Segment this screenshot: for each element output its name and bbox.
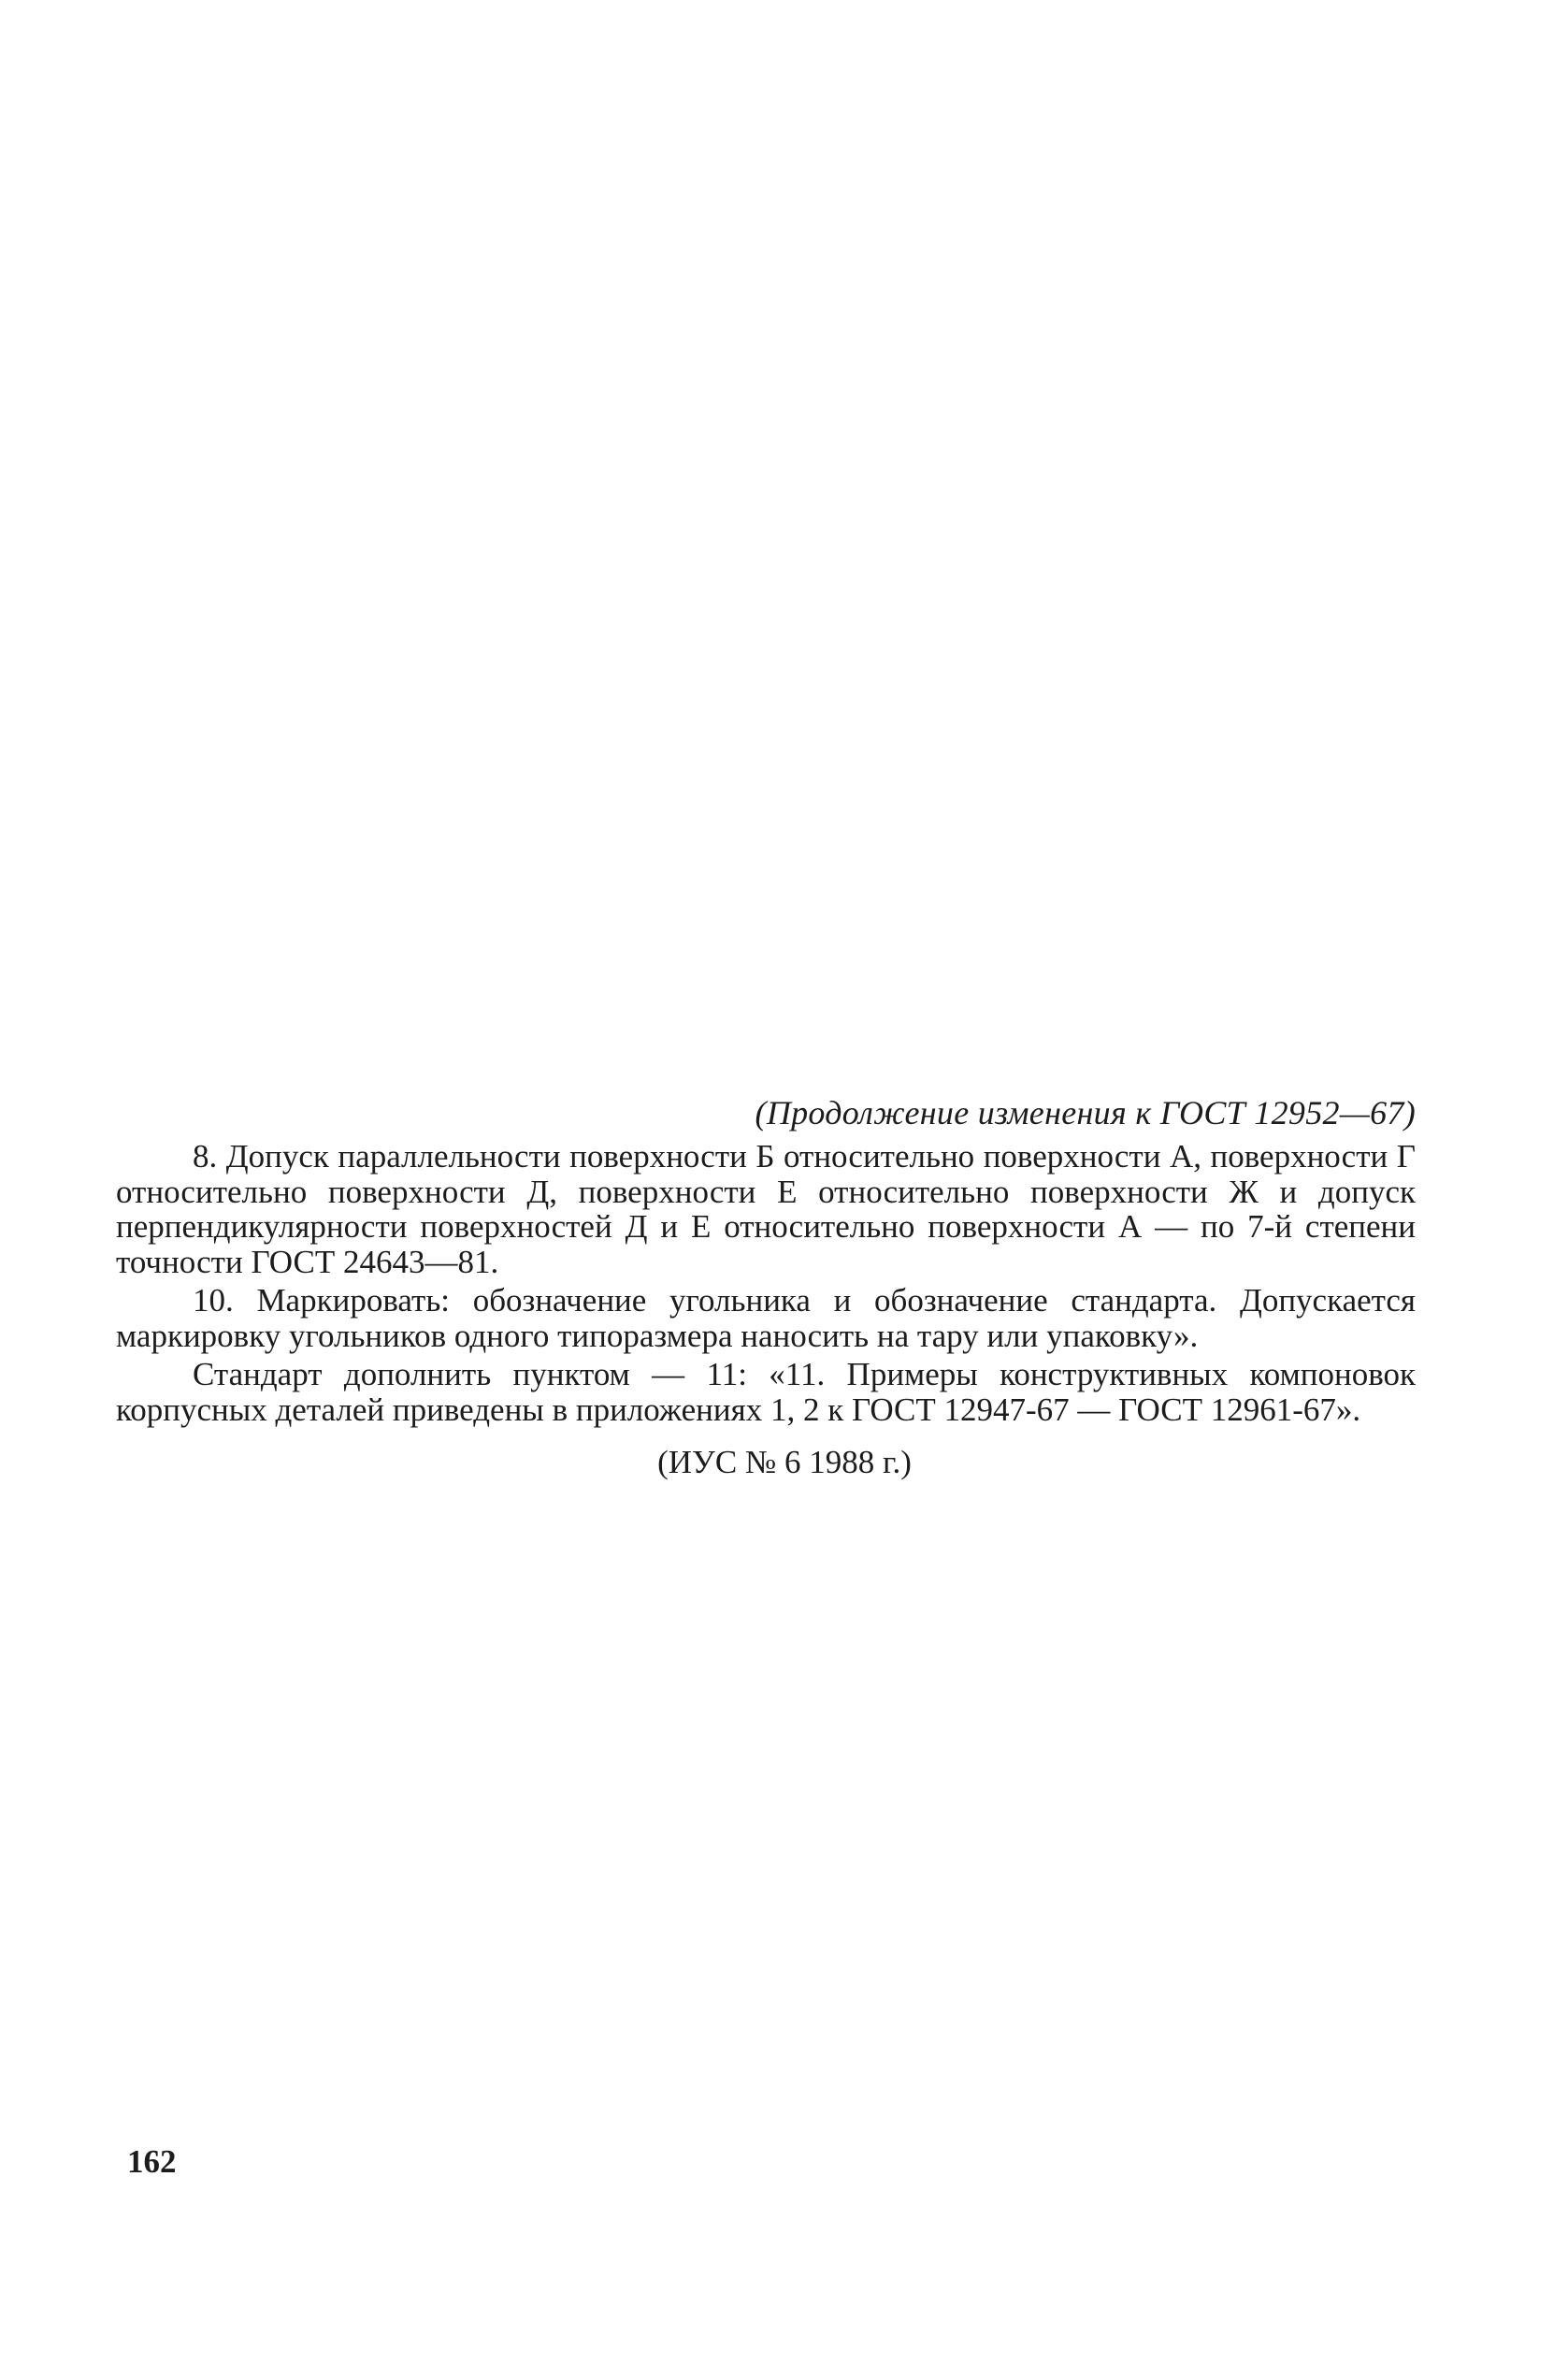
page-number: 162 — [127, 2143, 177, 2180]
paragraph-item-10: 10. Маркировать: обозначение угольника и обозначение стандарта. Допускается маркировку угольников одного типоразмера наносить на тару или упаковку». — [116, 1282, 1416, 1354]
continuation-heading: (Продолжение изменения к ГОСТ 12952—67) — [755, 1094, 1416, 1132]
paragraph-supplement-11: Стандарт дополнить пунктом — 11: «11. Примеры конструктивных компоновок корпусных деталей приведены в приложениях 1, 2 к ГОСТ 12947-67 — ГОСТ 12961-67». — [116, 1356, 1416, 1428]
source-reference: (ИУС № 6 1988 г.) — [657, 1444, 912, 1480]
document-body — [116, 1092, 1416, 1481]
paragraph-item-8: 8. Допуск параллельности поверхности Б относительно поверхности А, поверхности Г относительно поверхности Д, поверхности Е относительно поверхности Ж и допуск перпендикулярности поверхностей Д и Е относительно поверхности А — по 7-й степени точности ГОСТ 24643—81. — [116, 1138, 1416, 1280]
